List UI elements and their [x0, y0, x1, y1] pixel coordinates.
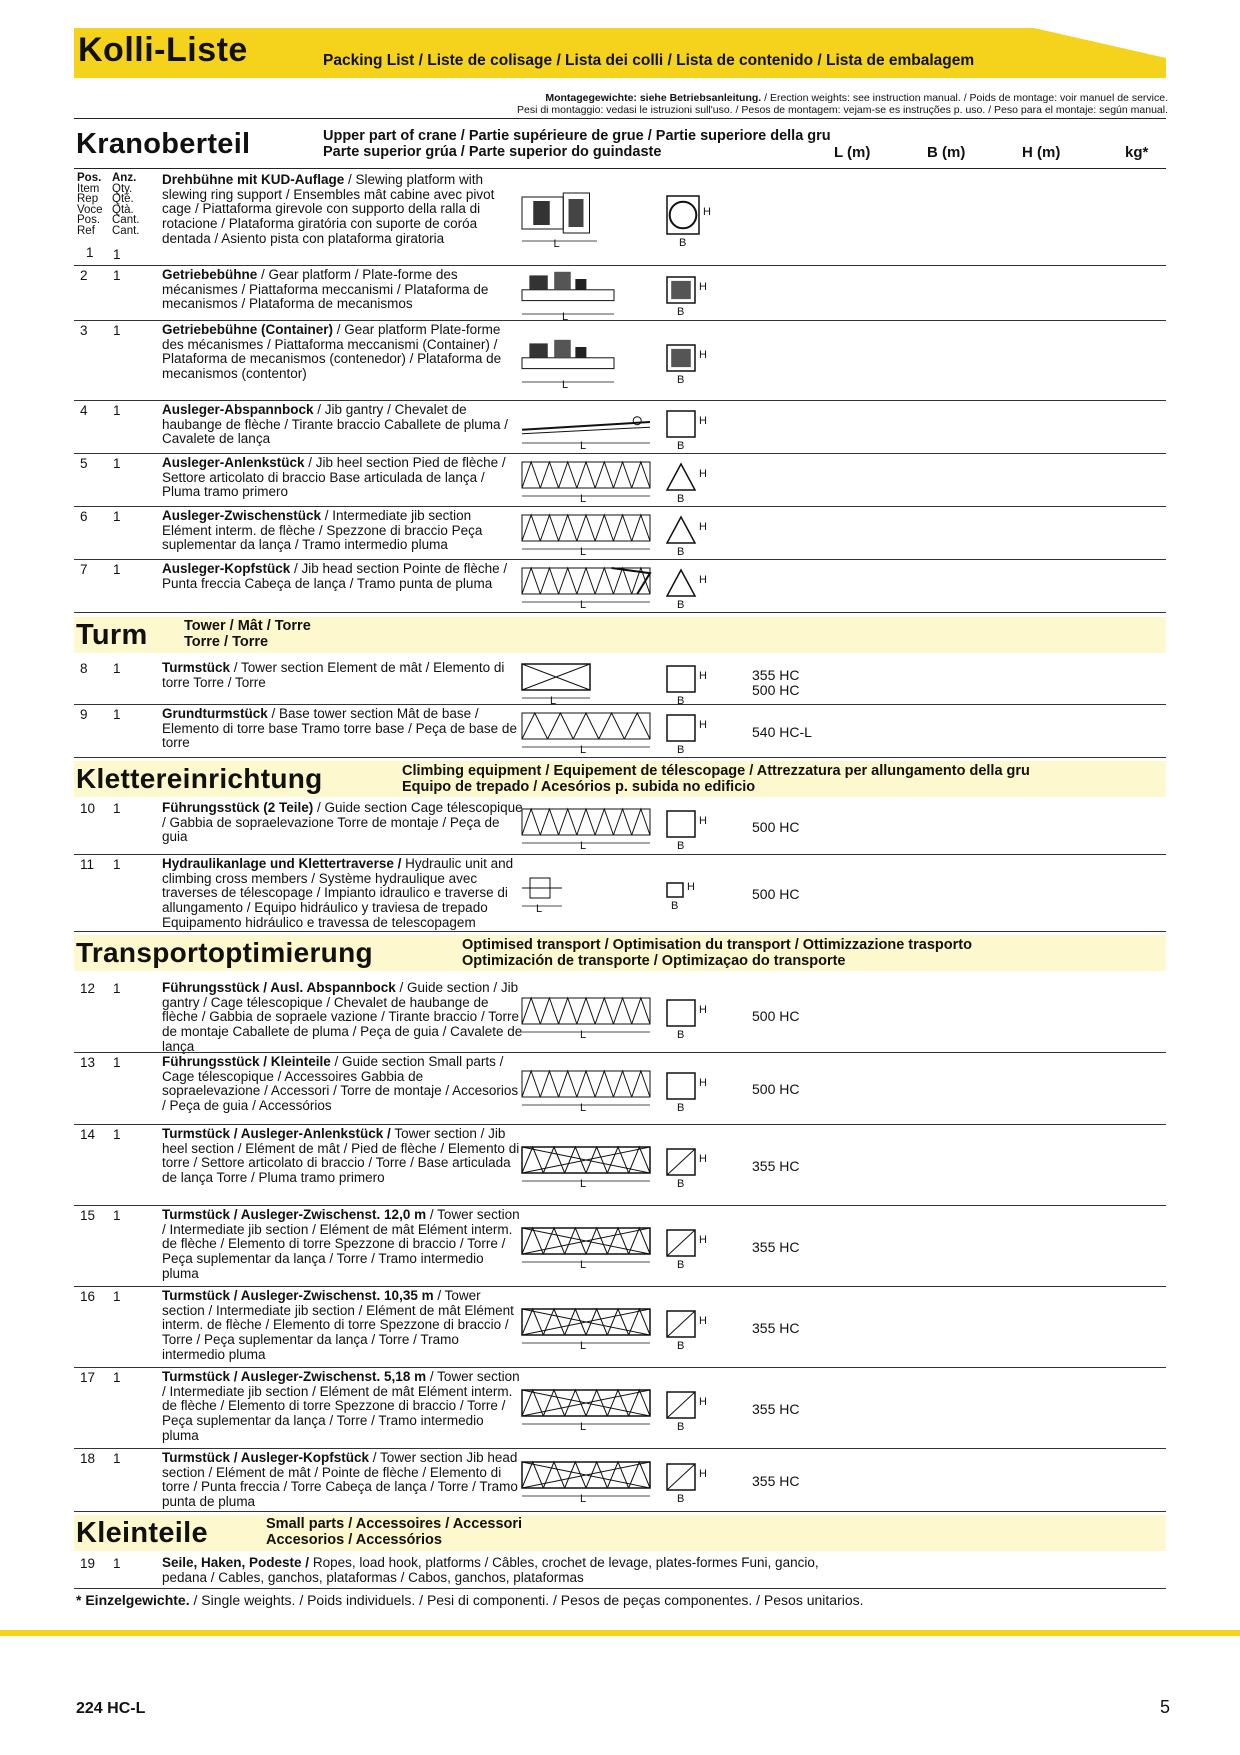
row-description	[162, 509, 524, 553]
component-side-drawing	[520, 1145, 658, 1193]
dimension-label-l: L	[580, 599, 587, 611]
dimension-label-l: L	[580, 840, 587, 852]
dimension-label-h: H	[699, 281, 707, 293]
kranoberteil-rule	[74, 168, 1166, 169]
dimension-label-h: H	[699, 1234, 707, 1246]
row-type: 355 HC	[752, 1158, 800, 1174]
dimension-label-b: B	[677, 1102, 685, 1114]
dimension-label-l: L	[580, 744, 587, 756]
row-desc-rest: / Jib heel section Pied de flèche / Settore articolato di braccio Base articulada de lança / Pluma tramo primero	[162, 455, 506, 500]
component-end-drawing	[665, 343, 697, 373]
dimension-label-l: L	[580, 546, 587, 558]
top-rule	[74, 118, 1166, 119]
dimension-label-b: B	[677, 1178, 685, 1190]
row-qty: 1	[113, 1451, 121, 1466]
row-desc-rest: / Jib gantry / Chevalet de haubange de flèche / Tirante braccio Caballete de pluma / Cavalete de lança	[162, 402, 508, 447]
section-title-turm: Turm	[76, 619, 148, 651]
row-divider	[74, 506, 1166, 507]
dimension-label-h: H	[699, 1315, 707, 1327]
row-pos: 14	[80, 1127, 96, 1142]
component-end-drawing	[665, 1462, 697, 1492]
row-name: Turmstück / Ausleger-Zwischenst. 12,0 m	[162, 1207, 427, 1222]
row-pos: 2	[80, 268, 88, 283]
row-name: Turmstück / Ausleger-Zwischenst. 10,35 m	[162, 1288, 434, 1303]
qty-label: Cant.	[112, 224, 140, 237]
section-title-klein: Kleinteile	[76, 1517, 208, 1549]
row-divider	[74, 559, 1166, 560]
row-name: Ausleger-Abspannbock	[162, 402, 314, 417]
section-sub1-turm: Tower / Mât / Torre	[184, 618, 311, 634]
dimension-label-l: L	[580, 1102, 587, 1114]
dimension-label-h: H	[699, 574, 707, 586]
pos-label: Pos.	[77, 172, 102, 184]
pos-label: Ref	[77, 224, 95, 237]
component-side-drawing	[520, 876, 570, 918]
component-side-drawing	[520, 1460, 658, 1508]
row-desc-rest: / Jib head section Pointe de flèche / Punta freccia Cabeça de lança / Tramo punta de pluma	[162, 561, 508, 591]
row-qty: 1	[113, 857, 121, 872]
qty-labels	[112, 173, 140, 236]
row-divider	[74, 704, 1166, 705]
pos-label: Pos.	[77, 214, 101, 226]
row-divider	[74, 1286, 1166, 1287]
dimension-label-b: B	[679, 237, 687, 249]
row-qty: 1	[113, 981, 121, 996]
dimension-label-l: L	[580, 493, 587, 505]
row-desc-rest: / Base tower section Mât de base / Elemento di torre base Tramo torre base / Peça de base de torre	[162, 706, 517, 751]
component-side-drawing	[520, 662, 598, 710]
row-type: 355 HC 500 HC	[752, 667, 800, 698]
dimension-label-b: B	[677, 695, 685, 707]
row-type: 500 HC	[752, 819, 800, 835]
dimension-label-l: L	[562, 379, 569, 391]
row-pos: 18	[80, 1451, 96, 1466]
row-qty: 1	[113, 1127, 121, 1142]
section-sub1-klein: Small parts / Accessoires / Accessori	[266, 1516, 523, 1532]
row-name: Turmstück	[162, 660, 231, 675]
page-title: Kolli-Liste	[78, 31, 248, 69]
row-type: 355 HC	[752, 1239, 800, 1255]
row-name: Ausleger-Zwischenstück	[162, 508, 322, 523]
component-end-drawing	[665, 194, 701, 236]
component-end-drawing	[665, 809, 697, 839]
component-side-drawing	[520, 1307, 658, 1355]
row-description	[162, 403, 524, 447]
component-end-drawing	[665, 275, 697, 305]
section-title-kletter: Klettereinrichtung	[76, 763, 323, 794]
row-name: Führungsstück / Ausl. Abspannbock	[162, 980, 396, 995]
row-qty: 1	[113, 268, 121, 283]
dimension-label-l: L	[580, 1029, 587, 1041]
row-qty: 1	[113, 1556, 121, 1571]
row-qty: 1	[113, 801, 121, 816]
dimension-label-h: H	[699, 1468, 707, 1480]
dimension-label-l: L	[553, 238, 560, 250]
row-divider	[74, 320, 1166, 321]
row-description	[162, 1556, 822, 1585]
row-desc-rest: / Guide section Small parts / Cage télescopique / Accessoires Gabbia de sopraelevazione / Accessori / Torre de montaje / Accesorios / Peça de guia / Accessórios	[162, 1054, 519, 1114]
component-end-drawing	[665, 568, 697, 598]
row-name: Seile, Haken, Podeste /	[162, 1555, 310, 1570]
row-divider	[74, 931, 1166, 932]
row-qty: 1	[113, 1289, 121, 1304]
row-divider	[74, 400, 1166, 401]
section-sub2-turm: Torre / Torre	[184, 634, 269, 650]
section-sub1-kranoberteil: Upper part of crane / Partie supérieure de grue / Partie superiore della gru	[323, 128, 831, 144]
dimension-label-l: L	[580, 1421, 587, 1433]
row-type: 355 HC	[752, 1320, 800, 1336]
dimension-label-h: H	[703, 206, 711, 218]
row-name: Ausleger-Kopfstück	[162, 561, 291, 576]
component-end-drawing	[665, 1228, 697, 1258]
section-sub2-klein: Accesorios / Accessórios	[266, 1532, 442, 1548]
row-qty: 1	[113, 456, 121, 471]
row-name: Führungsstück (2 Teile)	[162, 800, 314, 815]
dimension-label-b: B	[677, 374, 685, 386]
dimension-label-h: H	[687, 881, 695, 893]
dimension-label-b: B	[677, 1340, 685, 1352]
component-side-drawing	[520, 996, 658, 1044]
row-pos: 9	[80, 707, 88, 722]
row-divider	[74, 1367, 1166, 1368]
col-header-l: L (m)	[834, 144, 871, 161]
section-sub2-kranoberteil: Parte superior grúa / Parte superior do guindaste	[323, 144, 662, 160]
note-line2: Pesi di montaggio: vedasi le istruzioni sull'uso. / Pesos de montagem: vejam-se es instruções p. uso. / Peso para el montaje: según manual.	[516, 104, 1168, 116]
col-header-b: B (m)	[927, 144, 966, 161]
row-name: Turmstück / Ausleger-Zwischenst. 5,18 m	[162, 1369, 427, 1384]
page-number: 5	[1159, 1697, 1170, 1717]
col-header-kg: kg*	[1125, 144, 1149, 161]
row-description	[162, 323, 524, 382]
row-desc-rest: / Tower section Element de mât / Elemento di torre Torre / Torre	[162, 660, 505, 690]
component-side-drawing	[520, 711, 658, 759]
row-pos: 12	[80, 981, 96, 996]
row-description	[162, 173, 524, 247]
row-desc-rest: / Gear platform Plate-forme des mécanismes / Piattaforma meccanismi (Container) / Plataforma de mecanismos (contenedor) / Plataforma de mecanismos (contentor)	[162, 322, 502, 382]
row-desc-rest: / Guide section Cage télescopique / Gabbia de sopraelevazione Torre de montaje / Peça de guia	[162, 800, 523, 845]
row-description	[162, 1289, 524, 1363]
section-sub1-kletter: Climbing equipment / Equipement de télescopage / Attrezzatura per allungamento della gru	[402, 763, 1030, 779]
dimension-label-b: B	[671, 900, 679, 912]
row-description	[162, 801, 524, 845]
dimension-label-b: B	[677, 1029, 685, 1041]
dimension-label-h: H	[699, 1153, 707, 1165]
row-pos: 11	[80, 857, 95, 872]
row-qty: 1	[113, 323, 121, 338]
klein-band	[74, 1515, 1166, 1551]
row-pos: 7	[80, 562, 88, 577]
row-divider	[74, 453, 1166, 454]
row-desc-rest: / Tower section / Intermediate jib section / Elément de mât Elément interm. de flèche / Elemento di torre Spezzone di braccio / Torre / Peça suplementar da lança / Torre / Tramo intermedio pluma	[162, 1288, 514, 1362]
row-desc-rest: / Gear platform / Plate-forme des mécanismes / Piattaforma meccanismi / Plataforma de mecanismos / Plataforma de mecanismos	[162, 267, 489, 312]
row-description	[162, 1208, 524, 1282]
row-description	[162, 707, 524, 751]
row-qty: 1	[113, 1055, 121, 1070]
dimension-label-l: L	[550, 695, 557, 707]
dimension-label-b: B	[677, 599, 685, 611]
section-title-kranoberteil: Kranoberteil	[76, 128, 251, 160]
row-name: Turmstück / Ausleger-Kopfstück	[162, 1450, 370, 1465]
component-side-drawing	[520, 807, 658, 855]
row-name: Turmstück / Ausleger-Anlenkstück /	[162, 1126, 391, 1141]
row-pos: 4	[80, 403, 88, 418]
component-end-drawing	[665, 1071, 697, 1101]
row-name: Drehbühne mit KUD-Auflage	[162, 172, 345, 187]
row-pos: 5	[80, 456, 88, 471]
row-description	[162, 268, 524, 312]
erection-weights-note	[268, 92, 1168, 116]
dimension-label-l: L	[580, 1178, 587, 1190]
component-end-drawing	[665, 1147, 697, 1177]
component-end-drawing	[665, 1309, 697, 1339]
row-qty: 1	[113, 661, 121, 676]
dimension-label-b: B	[677, 440, 685, 452]
row-description	[162, 562, 524, 591]
row-pos: 13	[80, 1055, 96, 1070]
dimension-label-h: H	[699, 815, 707, 827]
row-desc-rest: / Guide section / Jib gantry / Cage télescopique / Chevalet de haubange de flèche / Gabbia de sopraele vazione / Tirante braccio / Torre de montaje Caballete de pluma / Peça de guia / Cavalete de lança	[162, 980, 523, 1054]
component-end-drawing	[665, 462, 697, 492]
row-pos: 19	[80, 1556, 96, 1571]
row-desc-rest: Tower section / Jib heel section / Elément de mât / Pied de flèche / Elemento di torre / Settore articolato di braccio / Torre / Base articulada de lança Torre / Pluma tramo primero	[162, 1126, 520, 1186]
row-qty: 1	[113, 1208, 121, 1223]
dimension-label-b: B	[677, 1421, 685, 1433]
row-type: 540 HC-L	[752, 724, 812, 740]
row-desc-rest: / Slewing platform with slewing ring support / Ensembles mât cabine avec pivot cage / Piattaforma girevole con supporto della ralla di rotacione / Plataforma giratória con suporte de coróa dentada / Asiento pista con plataforma giratoria	[162, 172, 495, 246]
page-subtitle: Packing List / Liste de colisage / Lista dei colli / Lista de contenido / Lista de embalagem	[323, 52, 975, 69]
component-side-drawing	[520, 191, 605, 253]
dimension-label-b: B	[677, 546, 685, 558]
component-side-drawing	[520, 1388, 658, 1436]
dimension-label-h: H	[699, 1004, 707, 1016]
row-pos: 8	[80, 661, 88, 676]
row-description	[162, 981, 524, 1055]
row-description	[162, 1370, 524, 1444]
row-type: 500 HC	[752, 1081, 800, 1097]
row-name: Grundturmstück	[162, 706, 268, 721]
dimension-label-b: B	[677, 493, 685, 505]
dimension-label-b: B	[677, 1259, 685, 1271]
dimension-label-h: H	[699, 1396, 707, 1408]
pos-label: Voce	[77, 203, 103, 216]
row-description	[162, 1451, 524, 1510]
row-pos: 17	[80, 1370, 96, 1385]
row-description	[162, 456, 524, 500]
row-desc-rest: Hydraulic unit and climbing cross members / Système hydraulique avec traverses de télescopage / Impianto idraulico e traverse di allungamento / Equipo hidráulico y traviesa de trepado Equipamento hidráulico e travessa de telescopagem	[162, 856, 514, 930]
row-description	[162, 1127, 524, 1186]
qty-label: Qtà.	[112, 203, 134, 216]
row-divider	[74, 1511, 1166, 1512]
dimension-label-l: L	[580, 1259, 587, 1271]
row-desc-rest: / Tower section Jib head section / Elément de mât / Pointe de flèche / Elemento di torre / Punta freccia / Torre Cabeça de lança / Torre / Tramo punta de pluma	[162, 1450, 518, 1510]
row-desc-rest: / Intermediate jib section Elément interm. de flèche / Spezzone di braccio Peça suplementar da lança / Tramo intermedio pluma	[162, 508, 483, 553]
pos-labels	[77, 173, 103, 236]
row-divider	[74, 1052, 1166, 1053]
row-divider	[74, 1588, 1166, 1589]
row-description	[162, 1055, 524, 1114]
row-qty: 1	[113, 562, 121, 577]
row-qty: 1	[113, 707, 121, 722]
component-side-drawing	[520, 1226, 658, 1274]
row-name: Getriebebühne (Container)	[162, 322, 334, 337]
row-type: 500 HC	[752, 886, 800, 902]
component-end-drawing	[665, 515, 697, 545]
row-qty: 1	[113, 509, 121, 524]
row-qty: 1	[113, 247, 121, 262]
component-side-drawing	[520, 460, 658, 508]
model-name: 224 HC-L	[76, 1700, 146, 1717]
row-name: Führungsstück / Kleinteile	[162, 1054, 331, 1069]
dimension-label-l: L	[580, 1340, 587, 1352]
row-pos: 10	[80, 801, 96, 816]
component-side-drawing	[520, 268, 622, 326]
qty-label: Cant.	[112, 214, 140, 226]
dimension-label-h: H	[699, 521, 707, 533]
row-type: 500 HC	[752, 1008, 800, 1024]
component-side-drawing	[520, 566, 658, 614]
component-side-drawing	[520, 336, 622, 394]
footnote	[76, 1592, 864, 1608]
row-divider	[74, 1205, 1166, 1206]
row-desc-rest: / Tower section / Intermediate jib section / Elément de mât Elément interm. de flèche / Elemento di torre Spezzone di braccio / Torre / Peça suplementar da lança / Torre / Tramo intermedio pluma	[162, 1369, 520, 1443]
row-pos: 3	[80, 323, 88, 338]
component-side-drawing	[520, 407, 658, 455]
row-type: 355 HC	[752, 1401, 800, 1417]
qty-label: Qté.	[112, 193, 134, 205]
dimension-label-h: H	[699, 468, 707, 480]
dimension-label-h: H	[699, 670, 707, 682]
dimension-label-h: H	[699, 349, 707, 361]
row-description	[162, 857, 524, 931]
row-desc-rest: Ropes, load hook, platforms / Câbles, crochet de levage, plates-formes Funi, gancio, pedana / Cables, ganchos, plataformas / Cabos, ganchos, plataformas	[162, 1555, 819, 1585]
dimension-label-b: B	[677, 840, 685, 852]
dimension-label-b: B	[677, 744, 685, 756]
row-name: Ausleger-Anlenkstück	[162, 455, 305, 470]
row-divider	[74, 1124, 1166, 1125]
qty-label: Anz.	[112, 172, 137, 184]
row-divider	[74, 854, 1166, 855]
row-type: 355 HC	[752, 1473, 800, 1489]
dimension-label-l: L	[562, 311, 569, 323]
dimension-label-h: H	[699, 719, 707, 731]
dimension-label-h: H	[699, 1077, 707, 1089]
pos-label: Item	[77, 182, 100, 195]
dimension-label-b: B	[677, 306, 685, 318]
section-title-transport: Transportoptimierung	[76, 937, 373, 968]
row-divider	[74, 1448, 1166, 1449]
qty-label: Qty.	[112, 182, 133, 195]
component-side-drawing	[520, 513, 658, 561]
row-desc-rest: / Tower section / Intermediate jib section / Elément de mât Elément interm. de flèche / Elemento di torre Spezzone di braccio / Torre / Peça suplementar da lança / Torre / Tramo intermedio pluma	[162, 1207, 520, 1281]
dimension-label-b: B	[677, 1493, 685, 1505]
component-end-drawing	[665, 713, 697, 743]
row-name: Hydraulikanlage und Klettertraverse /	[162, 856, 402, 871]
footnote-bold: * Einzelgewichte.	[76, 1592, 190, 1608]
section-sub2-transport: Optimización de transporte / Optimizaçao do transporte	[462, 953, 846, 969]
row-qty: 1	[113, 1370, 121, 1385]
note-bold: Montagegewichte: siehe Betriebsanleitung.	[545, 92, 762, 104]
section-sub1-transport: Optimised transport / Optimisation du transport / Ottimizzazione trasporto	[462, 937, 972, 953]
row-pos: 1	[86, 245, 94, 260]
dimension-label-l: L	[580, 1493, 587, 1505]
dimension-label-l: L	[580, 440, 587, 452]
section-sub2-kletter: Equipo de trepado / Acesórios p. subida no edificio	[402, 779, 756, 795]
component-side-drawing	[520, 1069, 658, 1117]
component-end-drawing	[665, 664, 697, 694]
component-end-drawing	[665, 998, 697, 1028]
col-header-h: H (m)	[1022, 144, 1061, 161]
component-end-drawing	[665, 1390, 697, 1420]
footnote-rest: / Single weights. / Poids individuels. / Pesi di componenti. / Pesos de peças componentes. / Pesos unitarios.	[189, 1592, 864, 1608]
component-end-drawing	[665, 881, 685, 899]
pos-label: Rep	[77, 193, 99, 205]
dimension-label-l: L	[536, 903, 543, 915]
row-pos: 15	[80, 1208, 96, 1223]
note-line1: / Erection weights: see instruction manual. / Poids de montage: voir manuel de service.	[761, 92, 1168, 104]
dimension-label-h: H	[699, 415, 707, 427]
component-end-drawing	[665, 409, 697, 439]
row-description	[162, 661, 524, 690]
row-name: Getriebebühne	[162, 267, 258, 282]
row-pos: 16	[80, 1289, 96, 1304]
row-divider	[74, 265, 1166, 266]
row-pos: 6	[80, 509, 88, 524]
bottom-stripe	[0, 1630, 1240, 1636]
row-qty: 1	[113, 403, 121, 418]
